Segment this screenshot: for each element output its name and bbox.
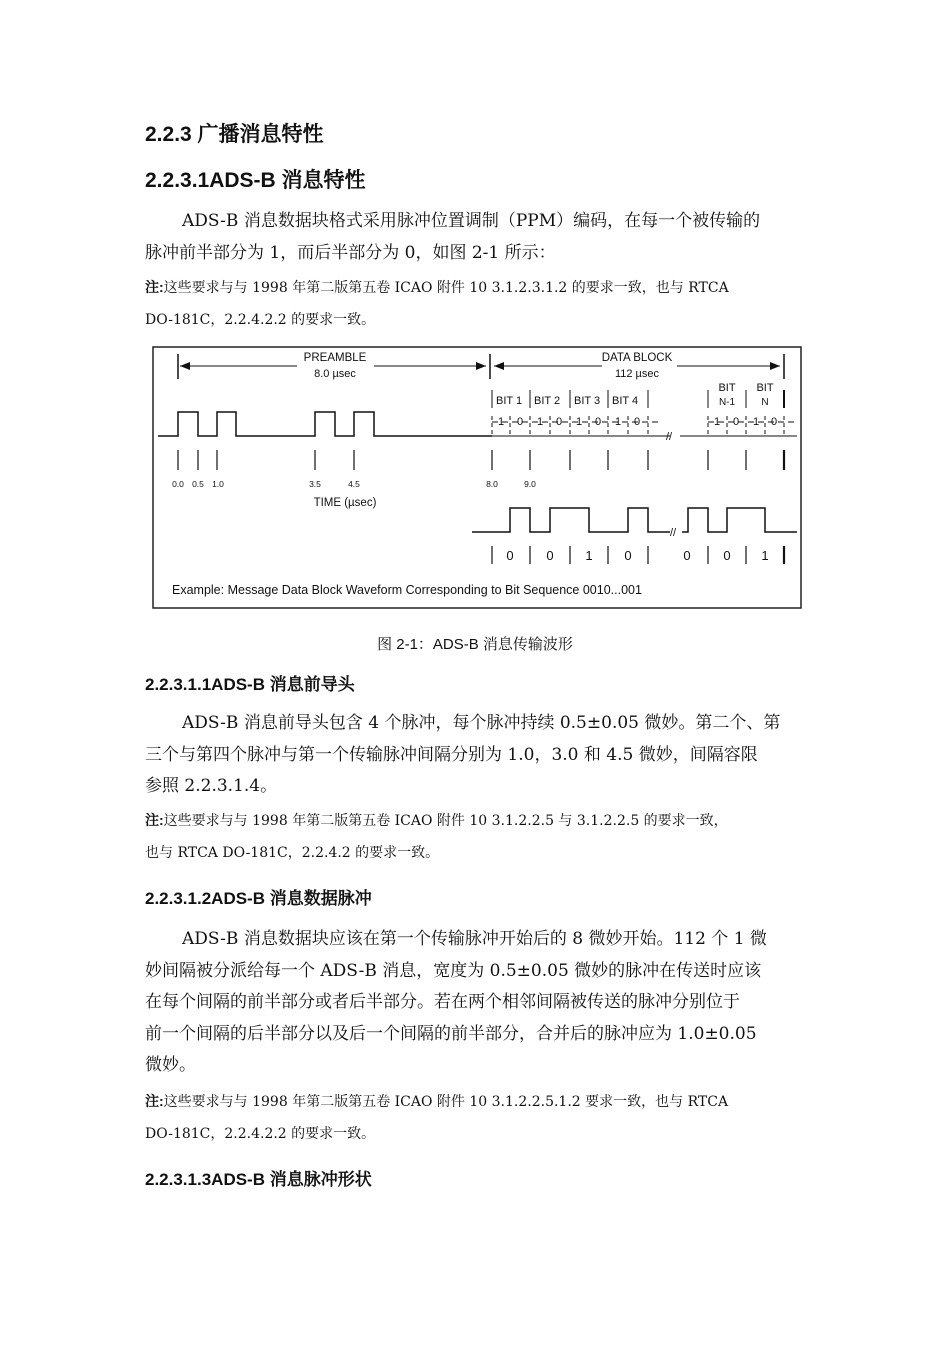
bit-n1-label: N-1 — [718, 397, 736, 408]
bit-n-label: N — [761, 397, 769, 408]
note-3 — [145, 1085, 807, 1150]
break-mark: // — [666, 431, 673, 443]
note-label: 注: — [145, 1093, 164, 1109]
waveform-figure — [152, 346, 802, 610]
note-line: 也与 RTCA DO-181C，2.2.4.2 的要求一致。 — [145, 845, 440, 861]
intro-line: ADS-B 消息数据块格式采用脉冲位置调制（PPM）编码，在每一个被传输的 — [182, 211, 761, 231]
time-tick-label: 8.0 — [486, 479, 498, 489]
note-1 — [145, 271, 807, 336]
example-bit: 0 — [506, 548, 514, 563]
subsection-3-heading: 2.2.3.1.3ADS-B 消息脉冲形状 — [145, 1170, 372, 1189]
paragraph-line: 前一个间隔的后半部分以及后一个间隔的前半部分，合并后的脉冲应为 1.0±0.05 — [145, 1023, 757, 1044]
datablock-label: DATA BLOCK — [601, 352, 673, 364]
bit-value: 1 — [752, 416, 760, 428]
example-caption: Example: Message Data Block Waveform Corresponding to Bit Sequence 0010...001 — [172, 583, 642, 597]
bit-value: 0 — [633, 416, 641, 428]
break-mark: // — [670, 527, 677, 539]
example-bit: 0 — [723, 548, 731, 563]
subsection-1-paragraph — [145, 708, 807, 803]
paragraph-line: 参照 2.2.3.1.4。 — [145, 776, 278, 796]
bit-value: 0 — [516, 416, 524, 428]
bit-label: BIT 4 — [612, 395, 639, 407]
bit-value: 1 — [575, 416, 583, 428]
example-bit: 1 — [585, 548, 593, 563]
paragraph-line: ADS-B 消息数据块应该在第一个传输脉冲开始后的 8 微妙开始。112 个 1 微 — [182, 929, 767, 949]
bit-value: 0 — [594, 416, 602, 428]
datablock-duration: 112 µsec — [614, 368, 660, 380]
example-bit: 1 — [761, 548, 769, 563]
preamble-duration: 8.0 µsec — [314, 368, 356, 380]
intro-line: 脉冲前半部分为 1，而后半部分为 0，如图 2-1 所示： — [145, 242, 556, 263]
note-label: 注: — [145, 812, 164, 828]
time-tick-label: 0.5 — [192, 479, 204, 489]
preamble-label: PREAMBLE — [303, 352, 367, 364]
paragraph-line: 三个与第四个脉冲与第一个传输脉冲间隔分别为 1.0，3.0 和 4.5 微妙，间隔容限 — [145, 744, 758, 765]
bit-value: 1 — [614, 416, 622, 428]
paragraph-line: 微妙。 — [145, 1055, 196, 1075]
bit-value: 1 — [497, 416, 505, 428]
bit-n1-label: BIT — [718, 382, 736, 394]
bit-label: BIT 3 — [574, 395, 601, 407]
note-line: 这些要求与与 1998 年第二版第五卷 ICAO 附件 10 3.1.2.2.5.1.2 要求一致，也与 RTCA — [163, 1094, 729, 1110]
bit-value: 0 — [770, 416, 778, 428]
example-bit: 0 — [683, 548, 691, 563]
bit-value: 1 — [536, 416, 544, 428]
intro-paragraph — [145, 206, 807, 269]
time-tick-label: 0.0 — [172, 479, 184, 489]
bit-value: 0 — [732, 416, 740, 428]
subsection-1-heading: 2.2.3.1.1ADS-B 消息前导头 — [145, 675, 355, 694]
subsection-2-heading: 2.2.3.1.2ADS-B 消息数据脉冲 — [145, 889, 372, 908]
bit-n-label: BIT — [756, 382, 774, 394]
figure-frame — [153, 347, 801, 608]
note-line: DO-181C，2.2.4.2.2 的要求一致。 — [145, 312, 376, 328]
time-tick-label: 4.5 — [348, 479, 360, 489]
note-line: 这些要求与与 1998 年第二版第五卷 ICAO 附件 10 3.1.2.2.5 与 3.1.2.2.5 的要求一致， — [163, 813, 728, 829]
paragraph-line: 妙间隔被分派给每一个 ADS-B 消息，宽度为 0.5±0.05 微妙的脉冲在传送时应该 — [145, 960, 762, 981]
bit-value: 0 — [555, 416, 563, 428]
time-tick-label: 1.0 — [212, 479, 224, 489]
example-bit: 0 — [624, 548, 632, 563]
note-line: DO-181C，2.2.4.2.2 的要求一致。 — [145, 1126, 376, 1142]
note-label: 注: — [145, 279, 164, 295]
time-axis-label: TIME (µsec) — [313, 497, 377, 509]
paragraph-line: 在每个间隔的前半部分或者后半部分。若在两个相邻间隔被传送的脉冲分别位于 — [145, 992, 740, 1012]
waveform-diagram — [152, 346, 802, 610]
figure-caption: 图 2-1：ADS-B 消息传输波形 — [377, 636, 573, 653]
time-tick-label: 3.5 — [309, 479, 321, 489]
note-2 — [145, 804, 807, 869]
section-heading: 2.2.3 广播消息特性 — [145, 123, 324, 146]
paragraph-line: ADS-B 消息前导头包含 4 个脉冲，每个脉冲持续 0.5±0.05 微妙。第二个、第 — [182, 713, 781, 733]
bit-label: BIT 2 — [534, 395, 561, 407]
bit-value: 1 — [713, 416, 721, 428]
example-bit: 0 — [546, 548, 554, 563]
subsection-heading: 2.2.3.1ADS-B 消息特性 — [145, 169, 366, 192]
subsection-2-paragraph — [145, 924, 807, 1082]
note-line: 这些要求与与 1998 年第二版第五卷 ICAO 附件 10 3.1.2.3.1.2 的要求一致，也与 RTCA — [163, 280, 729, 296]
bit-label: BIT 1 — [496, 395, 523, 407]
time-tick-label: 9.0 — [524, 479, 536, 489]
